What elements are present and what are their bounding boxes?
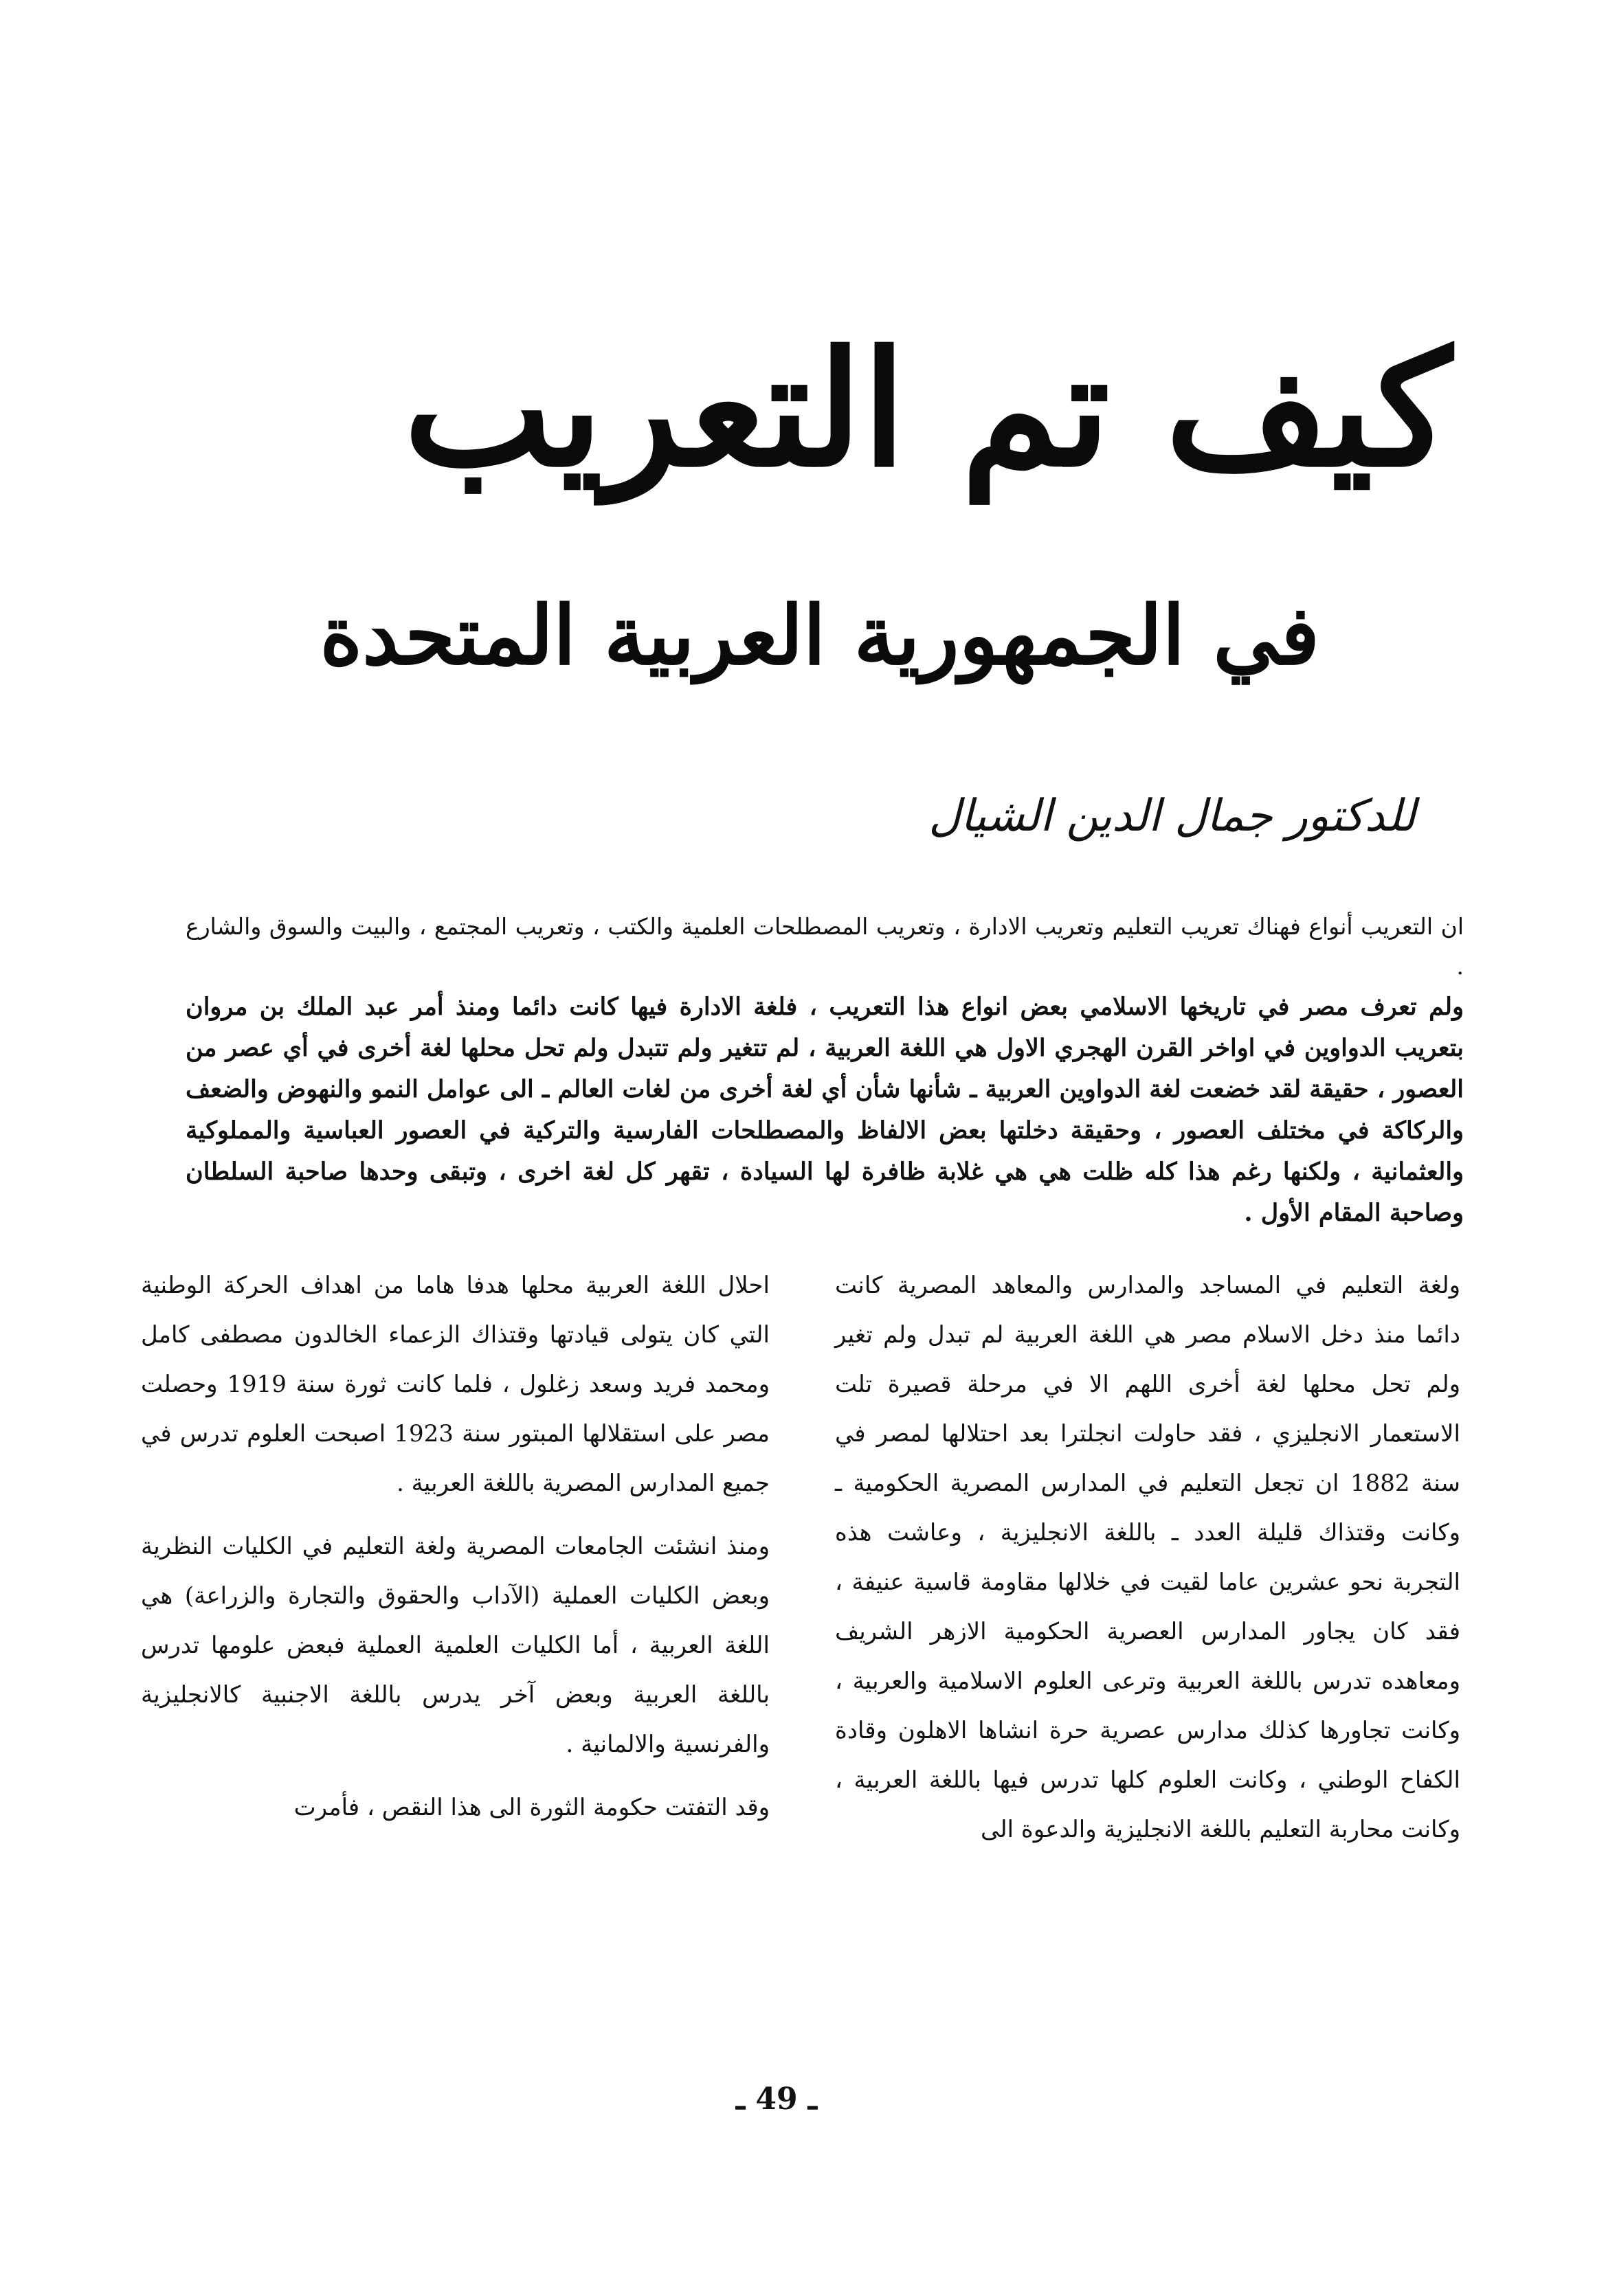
right-column [835, 1261, 1460, 1868]
author-byline: للدكتور جمال الدين الشيال [928, 791, 1416, 842]
intro-paragraph-2: ولم تعرف مصر في تاريخها الاسلامي بعض انواع هذا التعريب ، فلغة الادارة فيها كانت دائما ومنذ أمر عبد الملك بن مروان بتعريب الدواوين في اواخر القرن الهجري الاول هي اللغة العربية ، لم تتغير ولم تتبدل ولم تحل محلها لغة أخرى في أي عصر من العصور ، حقيقة لقد خضعت لغة الدواوين العربية ـ شأنها شأن أي لغة أخرى من لغات العالم ـ الى عوامل النمو والنهوض والضعف والركاكة في مختلف العصور ، وحقيقة دخلتها بعض الالفاظ والمصطلحات الفارسية والتركية في العصور العباسية والمملوكية والعثمانية ، ولكنها رغم هذا كله ظلت هي هي غلابة ظافرة لها السيادة ، تقهر كل لغة اخرى ، وتبقى وحدها صاحبة السلطان وصاحبة المقام الأول . [186, 993, 1464, 1227]
left-column [141, 1261, 770, 1846]
left-column-paragraph-1: احلال اللغة العربية محلها هدفا هاما من اهداف الحركة الوطنية التي كان يتولى قيادتها وقتذاك الزعماء الخالدون مصطفى كامل ومحمد فريد وسعد زغلول ، فلما كانت ثورة سنة 1919 وحصلت مصر على استقلالها المبتور سنة 1923 اصبحت العلوم تدرس في جميع المدارس المصرية باللغة العربية . [141, 1272, 770, 1497]
intro-section [186, 907, 1464, 1234]
intro-paragraph-1: ان التعريب أنواع فهناك تعريب التعليم وتعريب الادارة ، وتعريب المصطلحات العلمية والكتب ، وتعريب المجتمع ، والبيت والسوق والشارع . [186, 913, 1464, 980]
page-number: ـ 49 ـ [736, 2082, 817, 2117]
article-subtitle: في الجمهورية العربية المتحدة [320, 587, 1319, 683]
left-column-paragraph-3: وقد التفتت حكومة الثورة الى هذا النقص ، فأمرت [293, 1794, 770, 1821]
article-title: كيف تم التعريب [403, 317, 1452, 502]
left-column-paragraph-2: ومنذ انشئت الجامعات المصرية ولغة التعليم في الكليات النظرية وبعض الكليات العملية (الآداب والحقوق والتجارة والزراعة) هي اللغة العربية ، أما الكليات العلمية العملية فبعض علومها تدرس باللغة العربية وبعض آخر يدرس باللغة الاجنبية كالانجليزية والفرنسية والالمانية . [141, 1533, 770, 1758]
right-column-paragraph-1: ولغة التعليم في المساجد والمدارس والمعاهد المصرية كانت دائما منذ دخل الاسلام مصر هي اللغة العربية لم تبدل ولم تغير ولم تحل محلها لغة أخرى اللهم الا في مرحلة قصيرة تلت الاستعمار الانجليزي ، فقد حاولت انجلترا بعد احتلالها لمصر في سنة 1882 ان تجعل التعليم في المدارس المصرية الحكومية ـ وكانت وقتذاك قليلة العدد ـ باللغة الانجليزية ، وعاشت هذه التجربة نحو عشرين عاما لقيت في خلالها مقاومة قاسية عنيفة ، فقد كان يجاور المدارس العصرية الحكومية الازهر الشريف ومعاهده تدرس باللغة العربية وترعى العلوم الاسلامية والعربية ، وكانت تجاورها كذلك مدارس عصرية حرة انشاها الاهلون وقادة الكفاح الوطني ، وكانت العلوم كلها تدرس فيها باللغة العربية ، وكانت محاربة التعليم باللغة الانجليزية والدعوة الى [835, 1272, 1460, 1843]
